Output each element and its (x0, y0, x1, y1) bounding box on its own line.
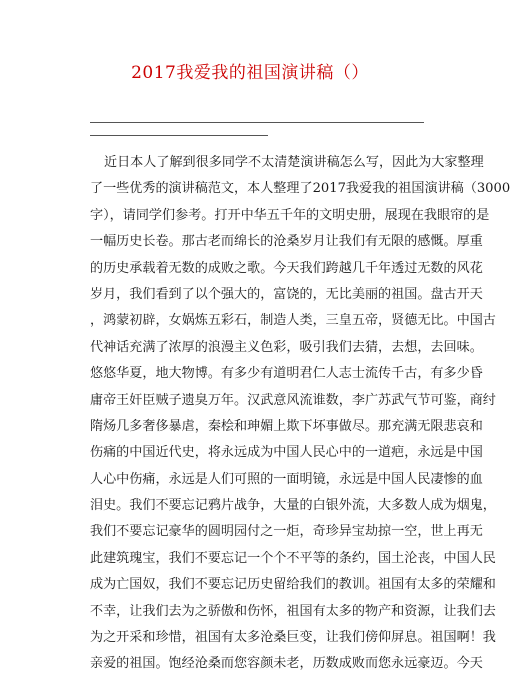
body-line: ，鸿蒙初辟，女娲炼五彩石，制造人类，三皇五帝，贤德无比。中国古 (90, 313, 496, 329)
document-title: 2017我爱我的祖国演讲稿（） (131, 63, 369, 83)
body-line: 庸帝王奸臣贼子遗臭万年。汉武意风流谁数，李广苏武气节可鉴，商纣 (90, 392, 496, 408)
body-line: 一幅历史长卷。那古老而绵长的沧桑岁月让我们有无限的感慨。厚重 (90, 234, 483, 250)
body-line: 我们不要忘记豪华的圆明园付之一炬，奇珍异宝劫掠一空，世上再无 (90, 524, 483, 540)
body-line: 代神话充满了浓厚的浪漫主义色彩，吸引我们去猜，去想，去回味。 (90, 339, 483, 355)
header-rule-short (90, 135, 268, 136)
body-line: 不幸，让我们去为之骄傲和伤怀，祖国有太多的物产和资源，让我们去 (90, 603, 496, 619)
body-line: 为之开采和珍惜，祖国有太多沧桑巨变，让我们傍仰屏息。祖国啊！我 (90, 630, 496, 646)
body-line: 的历史承载着无数的成败之歌。今天我们跨越几千年透过无数的风花 (90, 260, 483, 276)
body-line: 此建筑瑰宝，我们不要忘记一个个不平等的条约，国土沦丧，中国人民 (90, 550, 496, 566)
body-line: 悠悠华夏，地大物博。有多少有道明君仁人志士流传千古，有多少昏 (90, 366, 483, 382)
body-line: 人心中伤痛，永远是人们可照的一面明镜，永远是中国人民凄惨的血 (90, 471, 483, 487)
body-line: 隋炀几多奢侈暴虐，秦桧和珅媚上欺下坏事做尽。那充满无限悲哀和 (90, 418, 483, 434)
body-line: 成为亡国奴，我们不要忘记历史留给我们的教训。祖国有太多的荣耀和 (90, 577, 496, 593)
body-line: 了一些优秀的演讲稿范文，本人整理了2017我爱我的祖国演讲稿（3000 (90, 181, 510, 197)
body-line: 近日本人了解到很多同学不太清楚演讲稿怎么写，因此为大家整理 (104, 155, 484, 170)
body-line: 伤痛的中国近代史，将永远成为中国人民心中的一道疤，永远是中国 (90, 445, 483, 461)
document-body (90, 150, 510, 678)
body-line: 泪史。我们不要忘记鸦片战争，大量的白银外流，大多数人成为烟鬼， (90, 498, 496, 514)
body-line: 岁月，我们看到了以个强大的，富饶的，无比美丽的祖国。盘古开天 (90, 286, 483, 302)
body-line: 字），请同学们参考。打开中华五千年的文明史册，展现在我眼帘的是 (90, 207, 490, 223)
header-rule (90, 122, 424, 123)
body-line: 亲爱的祖国。饱经沧桑而您容颜未老，历数成败而您永远豪迈。今天 (90, 656, 483, 672)
